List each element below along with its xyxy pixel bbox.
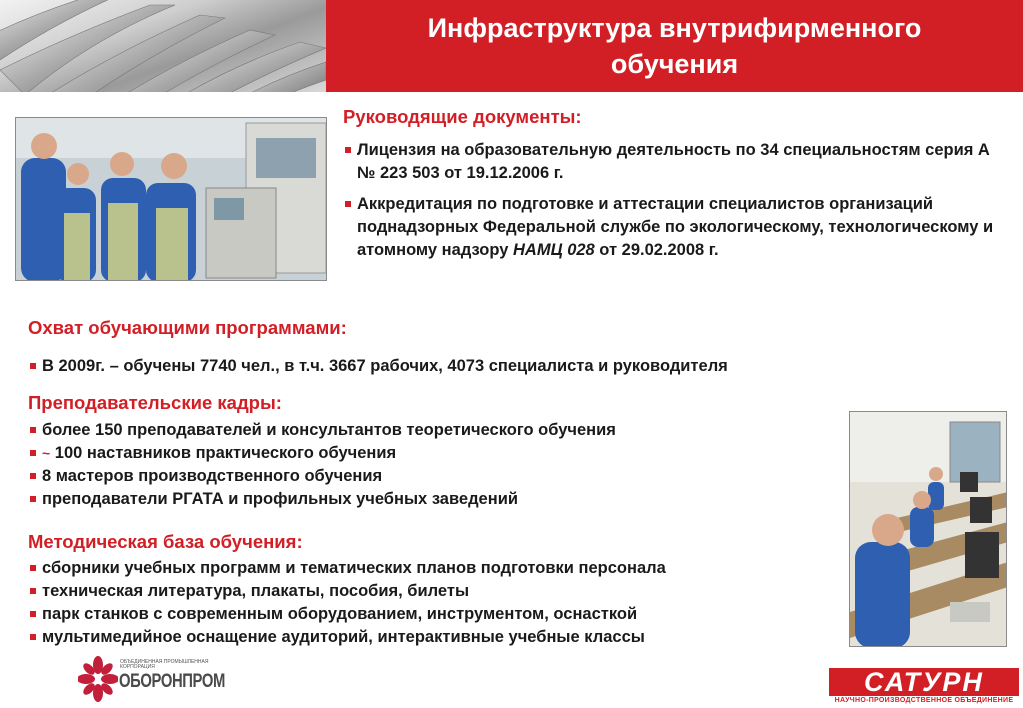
methods-item	[28, 626, 843, 649]
license-code: НАМЦ 028	[513, 241, 595, 259]
methods-item-text: техническая литература, плакаты, пособия, билеты	[42, 582, 470, 600]
teachers-heading: Преподавательские кадры:	[28, 392, 282, 413]
methods-heading: Методическая база обучения:	[28, 531, 303, 552]
methods-item-text: парк станков с современным оборудованием, инструментом, оснасткой	[42, 605, 638, 623]
guiding-docs-item-text: Аккредитация по подготовке и аттестации специалистов организаций поднадзорных Федеральной службе по экологическому, технологическому и атомному надзору	[357, 195, 994, 259]
coverage-list	[28, 355, 988, 378]
methods-item	[28, 557, 843, 580]
saturn-logo	[829, 668, 1019, 708]
teachers-item	[28, 442, 838, 465]
guiding-docs-item-text: Лицензия на образовательную деятельность по 34 специальностям серия А № 223 503 от 19.12.2006 г.	[357, 141, 990, 182]
methods-item-text: мультимедийное оснащение аудиторий, интерактивные учебные классы	[42, 628, 645, 646]
methods-list	[28, 557, 843, 649]
teachers-item-text: 100 наставников практического обучения	[54, 444, 397, 462]
workers-photo	[15, 117, 327, 281]
oboronprom-logo	[78, 655, 228, 703]
teachers-item-text: 8 мастеров производственного обучения	[42, 467, 383, 485]
guiding-docs-heading: Руководящие документы:	[343, 106, 582, 127]
header-turbine-image	[0, 0, 326, 92]
methods-item	[28, 603, 843, 626]
saturn-name: САТУРН	[829, 668, 1019, 696]
guiding-docs-item	[343, 193, 1008, 262]
coverage-item	[28, 355, 988, 378]
teachers-list	[28, 419, 838, 511]
coverage-item-text: В 2009г. – обучены 7740 чел., в т.ч. 3667 рабочих, 4073 специалиста и руководителя	[42, 357, 728, 375]
guiding-docs-list	[343, 139, 1008, 262]
oboronprom-tagline: ОБЪЕДИНЕННАЯ ПРОМЫШЛЕННАЯ КОРПОРАЦИЯ	[120, 659, 209, 670]
guiding-docs-item-date: от 29.02.2008 г.	[594, 241, 719, 259]
classroom-photo	[849, 411, 1007, 647]
teachers-item	[28, 488, 838, 511]
page-title: Инфраструктура внутрифирменного обучения	[427, 13, 922, 79]
approx-mark: ~	[42, 445, 51, 461]
guiding-docs-item	[343, 139, 1008, 185]
teachers-item	[28, 465, 838, 488]
coverage-heading: Охват обучающими программами:	[28, 317, 347, 338]
methods-item	[28, 580, 843, 603]
oboronprom-emblem-icon	[78, 655, 118, 703]
teachers-item-text: преподаватели РГАТА и профильных учебных заведений	[42, 490, 518, 508]
saturn-tagline: НАУЧНО-ПРОИЗВОДСТВЕННОЕ ОБЪЕДИНЕНИЕ	[834, 697, 1014, 704]
methods-item-text: сборники учебных программ и тематических планов подготовки персонала	[42, 559, 666, 577]
header-bar	[326, 0, 1023, 92]
oboronprom-name: ОБОРОНПРОМ	[119, 671, 225, 692]
teachers-item-text: более 150 преподавателей и консультантов теоретического обучения	[42, 421, 616, 439]
teachers-item	[28, 419, 838, 442]
